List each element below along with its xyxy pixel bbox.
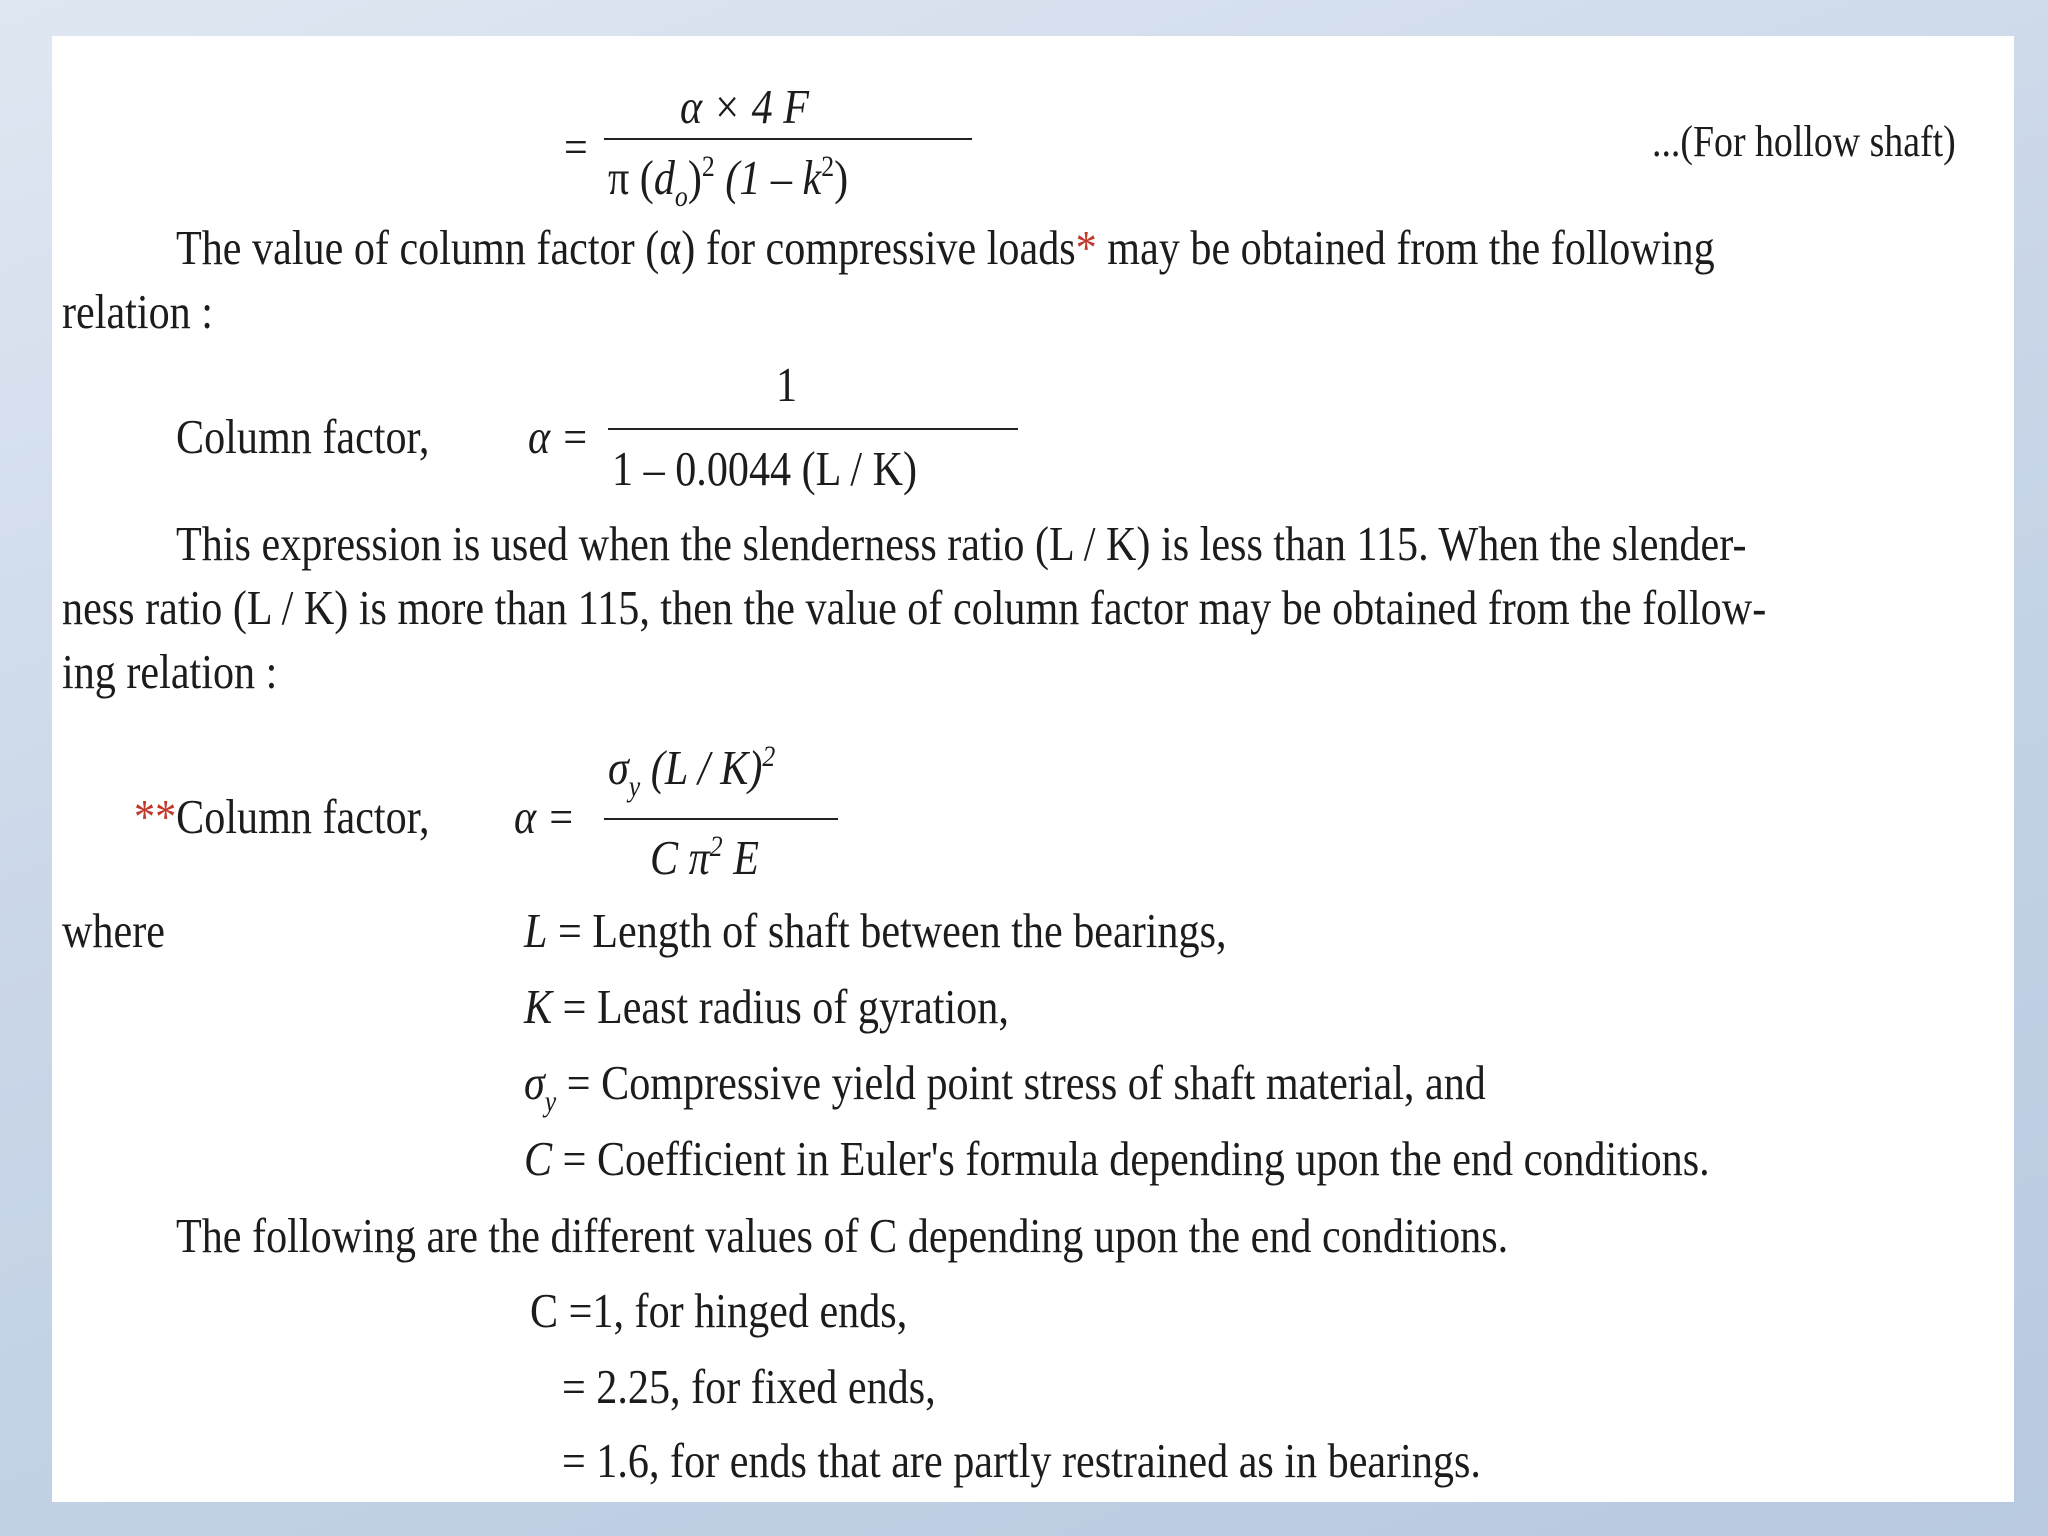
paragraph-c-values-intro: The following are the different values of C depending upon the end conditions. [176,1208,1509,1263]
fraction-bar [604,818,838,820]
document-page [52,36,2014,1502]
definition-sigma-y: $\sigma_y$ = Compressive yield point stress of shaft material, and [524,1055,1486,1118]
paragraph-line: This expression is used when the slenderness ratio (L / K) is less than 115. When the slender- [176,516,1747,571]
formula-denominator: π $(d_o)^2$ $(1 - k^2)$ [608,150,849,213]
formula-label: **Column factor, [134,789,430,844]
formula-denominator: 1 – 0.0044 (L / K) [612,441,918,496]
paragraph-line: ness ratio (L / K) is more than 115, then the value of column factor may be obtained from the follow- [62,580,1767,635]
formula-numerator: 1 [776,357,798,412]
definition-C: C = Coefficient in Euler's formula depending upon the end conditions. [524,1131,1710,1186]
formula-lhs: α = [528,409,590,464]
definition-L: L = Length of shaft between the bearings, [524,903,1227,958]
formula-note: ...(For hollow shaft) [1652,117,1956,166]
formula-denominator: C $\pi^2$ E [650,830,759,885]
formula-label: Column factor, [176,409,430,464]
c-value-hinged: C =1, for hinged ends, [530,1283,908,1338]
c-value-bearings: = 1.6, for ends that are partly restrained as in bearings. [562,1433,1481,1488]
c-value-fixed: = 2.25, for fixed ends, [562,1359,936,1414]
formula-lhs: α = [514,789,576,844]
where-label: where [62,903,165,958]
formula-numerator: $\sigma_y$ (L / K)$^2$ [608,740,776,803]
formula-equals: = [564,119,588,174]
paragraph-line: ing relation : [62,644,278,699]
paragraph-column-factor-intro: The value of column factor (α) for compressive loads* may be obtained from the following [176,220,1715,275]
paragraph-line: relation : [62,284,213,339]
definition-K: K = Least radius of gyration, [524,979,1009,1034]
fraction-bar [608,428,1018,430]
formula-numerator: α × 4 F [680,79,809,134]
fraction-bar [604,138,972,140]
